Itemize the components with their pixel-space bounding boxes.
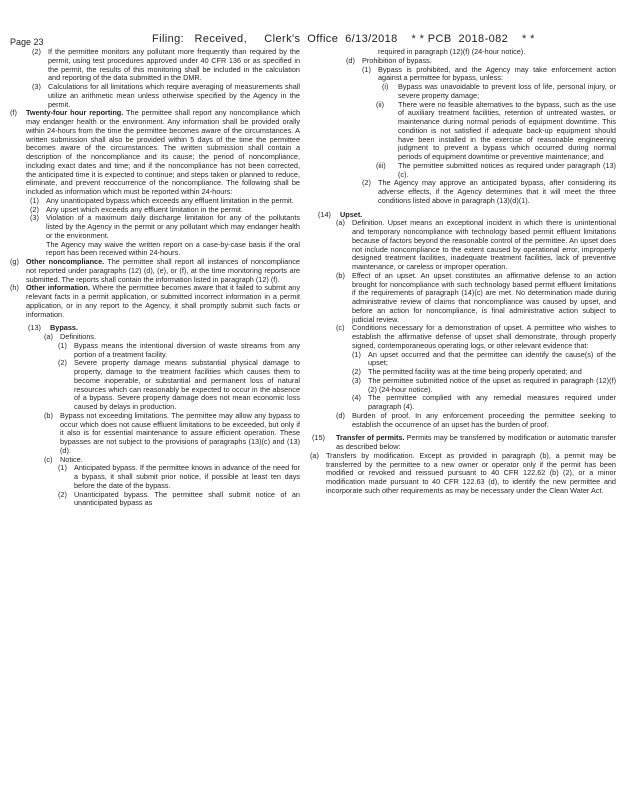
paragraph-marker: (1) bbox=[30, 195, 39, 205]
paragraph-text: If the permittee monitors any pollutant more frequently than required by the permit, using test procedures approved under 40 CFR 136 or as specified in the permit, the results of this monitoring shall be included in the calculation and reporting of the data submitted in the DMR. bbox=[48, 47, 300, 83]
paragraph bbox=[8, 342, 300, 360]
paragraph bbox=[312, 219, 616, 272]
paragraph bbox=[312, 66, 616, 84]
paragraph bbox=[312, 351, 616, 369]
paragraph-marker: (g) bbox=[10, 257, 19, 266]
paragraph-marker: (iii) bbox=[376, 160, 386, 170]
paragraph-text: Anticipated bypass. If the permittee knows in advance of the need for a bypass, it shall submit prior notice, if possible at least ten days before the date of the bypass. bbox=[74, 463, 300, 490]
paragraph-marker: (a) bbox=[44, 332, 53, 341]
paragraph-marker: (1) bbox=[58, 340, 67, 350]
paragraph bbox=[312, 377, 616, 395]
paragraph-heading: Transfer of permits. bbox=[336, 433, 405, 443]
paragraph-text: The permittee submitted notice of the upset as required in paragraph (12)(f)(2) (24-hour notice). bbox=[368, 375, 616, 394]
paragraph-marker: (15) bbox=[312, 433, 325, 443]
paragraph bbox=[312, 394, 616, 412]
paragraph-text: Definition. Upset means an exceptional incident in which there is unintentional and temporary noncompliance with technology based permit effluent limitations because of factors beyond the reasonable control of the permittee. An upset does not include noncompliance to the extent caused by operational error, improperly designed treatment facilities, inadequate treatment facilities, lack of preventive maintenance, or careless or improper operation. bbox=[352, 218, 616, 271]
paragraph-marker: (1) bbox=[352, 349, 361, 359]
paragraph-marker: (13) bbox=[28, 323, 41, 333]
paragraph bbox=[8, 83, 300, 109]
paragraph-text: Burden of proof. In any enforcement proceeding the permittee seeking to establish the occurrence of an upset has the burden of proof. bbox=[352, 410, 616, 429]
paragraph-marker: (3) bbox=[32, 82, 41, 91]
paragraph bbox=[8, 491, 300, 509]
paragraph-text: An upset occurred and that the permittee can identify the cause(s) of the upset; bbox=[368, 349, 616, 368]
paragraph-marker: (4) bbox=[352, 393, 361, 403]
paragraph-text: Any upset which exceeds any effluent limitation in the permit. bbox=[46, 204, 243, 214]
right-column bbox=[312, 48, 616, 496]
paragraph-marker: (a) bbox=[310, 450, 319, 460]
filing-stamp: Filing: Received, Clerk's Office 6/13/2018 * * PCB 2018-082 * * bbox=[152, 33, 535, 45]
paragraph-marker: (a) bbox=[336, 218, 345, 228]
paragraph-heading: Upset. bbox=[340, 209, 363, 219]
paragraph-marker: (2) bbox=[32, 47, 41, 56]
paragraph-marker: (d) bbox=[346, 55, 355, 65]
paragraph-marker: (2) bbox=[352, 367, 361, 376]
paragraph-text: Bypass was unavoidable to prevent loss of life, personal injury, or severe property damage; bbox=[398, 82, 616, 100]
paragraph-text: required in paragraph (12)(f) (24-hour notice). bbox=[378, 47, 526, 56]
paragraph bbox=[8, 359, 300, 412]
paragraph bbox=[312, 101, 616, 162]
paragraph-marker: (2) bbox=[58, 358, 67, 368]
paragraph-marker: (2) bbox=[362, 178, 371, 188]
paragraph-text: Any unanticipated bypass which exceeds any effluent limitation in the permit. bbox=[46, 195, 294, 205]
paragraph-text: Violation of a maximum daily discharge limitation for any of the pollutants listed by the Agency in the permit or any pollutant which may endanger health or the environment. bbox=[46, 213, 300, 240]
paragraph-heading: Twenty-four hour reporting. bbox=[26, 108, 124, 118]
paragraph-text: There were no feasible alternatives to the bypass, such as the use of auxiliary treatment facilities, retention of untreated wastes, or maintenance during normal periods of equipment downtime. This condition is not satisfied if adequate back-up equipment should have been installed in the exercise of reasonable engineering judgment to prevent a bypass which occurred during normal periods of equipment downtime or preventive maintenance; and bbox=[398, 99, 616, 161]
paragraph bbox=[312, 324, 616, 350]
paragraph-marker: (c) bbox=[44, 454, 53, 464]
paragraph bbox=[312, 179, 616, 205]
paragraph-heading: Bypass. bbox=[50, 323, 78, 333]
paragraph-marker: (14) bbox=[318, 209, 331, 219]
paragraph-marker: (3) bbox=[352, 375, 361, 385]
paragraph-text: Bypass not exceeding limitations. The permittee may allow any bypass to occur which does not cause effluent limitations to be exceeded, but only if it also is for essential maintenance to assure efficient operation. These bypasses are not subject to the provisions of paragraphs (13)(c) and (13)(d). bbox=[60, 410, 300, 455]
paragraph-marker: (d) bbox=[336, 410, 345, 420]
paragraph-marker: (b) bbox=[44, 410, 53, 420]
paragraph bbox=[312, 272, 616, 325]
paragraph bbox=[8, 109, 300, 197]
paragraph bbox=[8, 241, 300, 259]
paragraph-text: Effect of an upset. An upset constitutes an affirmative defense to an action brought for noncompliance with such technology based permit effluent limitations if the requirements of paragraph (14)(c) are met. No determination made during administrative review of claims that noncompliance was caused by upset, and before an action for noncompliance, is final administrative action subject to judicial review. bbox=[352, 270, 616, 324]
left-column bbox=[8, 48, 300, 508]
paragraph-marker: (f) bbox=[10, 108, 17, 118]
paragraph bbox=[8, 214, 300, 240]
paragraph bbox=[8, 284, 300, 319]
paragraph-marker: (2) bbox=[58, 489, 67, 499]
paragraph-text: Calculations for all limitations which require averaging of measurements shall utilize an arithmetic mean unless otherwise specified by the Agency in the permit. bbox=[48, 82, 300, 109]
paragraph bbox=[312, 48, 616, 57]
paragraph bbox=[312, 434, 616, 452]
paragraph-marker: (c) bbox=[336, 323, 345, 333]
paragraph bbox=[8, 258, 300, 284]
paragraph-marker: (1) bbox=[58, 463, 67, 473]
paragraph-marker: (1) bbox=[362, 64, 371, 74]
paragraph-text: The permittee shall report all instances of noncompliance not reported under paragraphs (12) (d), (e), or (f), at the time monitoring reports are submitted. The reports shall contain the information listed in paragraph (12) (f). bbox=[26, 257, 300, 284]
paragraph bbox=[8, 48, 300, 83]
paragraph-text: Bypass is prohibited, and the Agency may take enforcement action against a permittee for bypass, unless: bbox=[378, 64, 616, 83]
paragraph-marker: (2) bbox=[30, 204, 39, 214]
page-number: Page 23 bbox=[10, 37, 44, 47]
paragraph bbox=[312, 162, 616, 180]
paragraph bbox=[8, 412, 300, 456]
paragraph-text: Definitions. bbox=[60, 332, 97, 341]
paragraph-marker: (ii) bbox=[376, 99, 385, 109]
paragraph-text: The permittee complied with any remedial measures required under paragraph (4). bbox=[368, 393, 616, 411]
paragraph-text: The permittee shall report any noncompliance which may endanger health or the environment. Any information shall be provided orally within 24-hours from the time the permittee becomes aware of the circumstances. A written submission shall also be provided within 5 days of the time the permittee becomes aware of the circumstances. The written submission shall contain a description of the noncompliance and its cause; the period of noncompliance, including exact dates and time; and if the noncompliance has not been corrected, the anticipated time it is expected to continue; and steps taken or planned to reduce, eliminate, and prevent reoccurrence of the noncompliance. The following shall be included as information which must be reported within 24-hours: bbox=[26, 108, 301, 196]
paragraph-marker: (h) bbox=[10, 283, 19, 293]
paragraph-marker: (3) bbox=[30, 213, 39, 223]
paragraph-text: The permitted facility was at the time being properly operated; and bbox=[368, 367, 582, 376]
paragraph bbox=[312, 452, 616, 496]
paragraph-text: Notice. bbox=[60, 454, 83, 464]
paragraph-marker: (b) bbox=[336, 270, 345, 280]
paragraph-text: Severe property damage means substantial physical damage to property, damage to the treatment facilities which causes them to become inoperable, or substantial and permanent loss of natural resources which can reasonably be expected to occur in the absence of a bypass. Severe property damage does not mean economic loss caused by delays in production. bbox=[74, 358, 300, 411]
paragraph-text: Unanticipated bypass. The permittee shall submit notice of an unanticipated bypass as bbox=[74, 489, 300, 508]
paragraph bbox=[8, 464, 300, 490]
paragraph-text: Permits may be transferred by modification or automatic transfer as described below: bbox=[336, 433, 616, 451]
paragraph bbox=[312, 412, 616, 430]
paragraph-heading: Other noncompliance. bbox=[26, 257, 105, 266]
paragraph-text: Bypass means the intentional diversion of waste streams from any portion of a treatment facility. bbox=[74, 340, 300, 359]
paragraph-text: The Agency may approve an anticipated bypass, after considering its adverse effects, if the Agency determines that it will meet the three conditions listed above in paragraph (13)(d)(1). bbox=[378, 178, 616, 205]
paragraph-text: Conditions necessary for a demonstration of upset. A permittee who wishes to establish the affirmative defense of upset shall demonstrate, through properly signed, contemporaneous operating logs, or other relevant evidence that: bbox=[352, 323, 616, 350]
paragraph bbox=[312, 83, 616, 101]
paragraph-text: The Agency may waive the written report on a case-by-case basis if the oral report has been received within 24-hours. bbox=[46, 239, 300, 258]
paragraph-heading: Other information. bbox=[26, 283, 90, 293]
paragraph-text: Where the permittee becomes aware that it failed to submit any relevant facts in a permit application, or submitted incorrect information in a permit application, or in any report to the Agency, it shall promptly submit such facts or information. bbox=[26, 283, 300, 319]
paragraph-text: The permittee submitted notices as required under paragraph (13)(c). bbox=[398, 160, 616, 179]
paragraph-marker: (i) bbox=[382, 82, 389, 91]
paragraph-text: Prohibition of bypass. bbox=[362, 55, 432, 65]
paragraph-text: Transfers by modification. Except as provided in paragraph (b), a permit may be transferred by the permittee to a new owner or operator only if the permit has been modified or revoked and reissued pursuant to 40 CFR 122.62 (b) (2), or a minor modification made pursuant to 40 CFR 122.63 (d), to identify the new permittee and incorporate such other requirements as may be necessary under the Clean Water Act. bbox=[326, 450, 616, 495]
